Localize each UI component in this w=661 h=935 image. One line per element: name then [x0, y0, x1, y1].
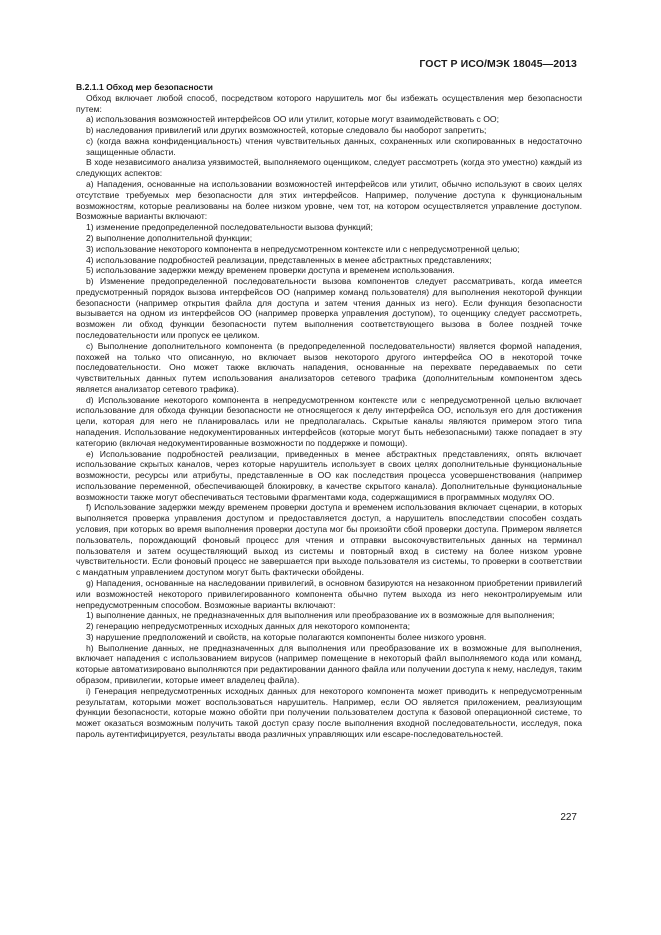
list-item: 4) использование подробностей реализации, представленных в менее абстрактных представлениях;: [86, 254, 492, 265]
list-item: b) наследования привилегий или других возможностей, которые следовало бы наоборот запретить;: [86, 125, 487, 136]
document-body: [76, 82, 582, 740]
paragraph: i) Генерация непредусмотренных исходных данных для некоторого компонента может приводить к непредусмотренным результатам, которыми может воспользоваться нарушитель. Например, если ОО является приложением, реализующим функции безопасности, которые можно обойти при получении пользователем доступа к базовой операционной системе, то может оказаться возможным получить такой доступ сразу после выполнения входной последовательности, исследуя, пока пароль аутентифицируется, результаты ввода различных управляющих или escape-последовательностей.: [76, 685, 582, 739]
list-item: 3) использование некоторого компонента в непредусмотренном контексте или с непредусмотренной целью;: [86, 243, 520, 254]
paragraph: g) Нападения, основанные на наследовании привилегий, в основном базируются на незаконном приобретении привилегий или возможностей некоторого привилегированного компонента обычно путем выхода из него неконтролируемым или непредусмотренным способом. Возможные варианты включают:: [76, 577, 582, 610]
list-item: 2) генерацию непредусмотренных исходных данных для некоторого компонента;: [86, 621, 411, 632]
page-number: 227: [560, 812, 577, 823]
paragraph: с) Выполнение дополнительного компонента (в предопределенной последовательности) является формой нападения, похожей на только что описанную, но включает вызов некоторого другого интерфейса ОО в некоторой точке последовательности. Оно может также включать нападения, основанные на перехвате передаваемых по сети чувствительных данных путем использования анализаторов сетевого трафика (дополнительным компонентом здесь является анализатор сетевого трафика).: [76, 340, 582, 394]
paragraph: a) Нападения, основанные на использовании возможностей интерфейсов или утилит, обычно используют в своих целях отсутствие требуемых мер безопасности для этих интерфейсов. Например, получение доступа к функциональным возможностям, которые реализованы на более низком уровне, чем тот, на котором осуществляется управление доступом. Возможные варианты включают:: [76, 179, 582, 222]
list-item: с) (когда важна конфиденциальность) чтения чувствительных данных, сохраненных или скопированных в недостаточно защищенные области.: [86, 135, 582, 157]
paragraph: h) Выполнение данных, не предназначенных для выполнения или преобразование их в возможные для выполнения, включает нападения с использованием вирусов (например помещение в некоторый файл выполняемого кода или команд, которые автоматизировано выполняются при редактировании данного файла или получении доступа к нему, наследуя, таким образом, привилегии, которые имеет владелец файла).: [76, 642, 582, 685]
list-item: 3) нарушение предположений и свойств, на которые полагаются компоненты более низкого уровня.: [86, 631, 487, 642]
paragraph: В ходе независимого анализа уязвимостей, выполняемого оценщиком, следует рассмотреть (когда это уместно) каждый из следующих аспектов:: [76, 157, 582, 179]
section-heading: B.2.1.1 Обход мер безопасности: [76, 82, 213, 92]
paragraph: d) Использование некоторого компонента в непредусмотренном контексте или с непредусмотренной целью включает использование для обхода функции безопасности не относящегося к делу интерфейса ОО, используя его для достижения цели, которая для него не планировалась или не предполагалась. Скрытые каналы являются примером этого типа нападения. Использование недокументированных интерфейсов (которые могут быть небезопасными) также попадает в эту категорию (включая недокументированные возможности по поддержке и помощи).: [76, 394, 582, 448]
list-item: 2) выполнение дополнительной функции;: [86, 232, 253, 243]
paragraph: b) Изменение предопределенной последовательности вызова компонентов следует рассматривать, когда имеется предусмотренный порядок вызова интерфейсов ОО (например команд пользователя) для выполнения некоторой функции безопасности (например открытия файла для доступа и затем чтения данных из него). Если функция безопасности вызывается на одном из интерфейсов ОО (например проверка управления доступом), то оценщику следует рассмотреть, возможен ли обход функции безопасности путем выполнения соответствующего вызова в более поздней точке последовательности или пропуск ее целиком.: [76, 276, 582, 340]
document-header: ГОСТ Р ИСО/МЭК 18045—2013: [419, 58, 577, 70]
paragraph: е) Использование подробностей реализации, приведенных в менее абстрактных представлениях, опять включает использование скрытых каналов, через которые нарушитель использует в своих целях дополнительные функциональные возможности, ресурсы или атрибуты, представленные в ОО как последствия процесса усовершенствования (например использование переменной, обеспечивающей блокировку, в качестве скрытого канала). Дополнительные функциональные возможности также могут обеспечиваться тестовыми фрагментами кода, содержащимися в программных модулях ОО.: [76, 448, 582, 502]
paragraph: Обход включает любой способ, посредством которого нарушитель мог бы избежать осуществления мер безопасности путем:: [76, 92, 582, 114]
list-item: 5) использование задержки между временем проверки доступа и временем использования.: [86, 265, 455, 276]
paragraph: f) Использование задержки между временем проверки доступа и временем использования включает сценарии, в которых выполняется проверка управления доступом и предоставляется доступ, а нарушитель впоследствии способен создать условия, при которых во время выполнения проверки доступа мог бы произойти сбой проверки доступа. Примером является пользователь, порождающий фоновый процесс для чтения и отправки высокочувствительных данных на терминал пользователя и затем осуществляющий выход из системы и повторный вход в систему на более низком уровне чувствительности. Если фоновый процесс не завершается при выходе пользователя из системы, то проверки в соответствии с мандатным управлением доступом могут быть фактически обойдены.: [76, 502, 582, 578]
list-item: 1) изменение предопределенной последовательности вызова функций;: [86, 222, 373, 233]
list-item: а) использования возможностей интерфейсов ОО или утилит, которые могут взаимодействовать с ОО;: [86, 114, 499, 125]
list-item: 1) выполнение данных, не предназначенных для выполнения или преобразование их в возможные для выполнения;: [86, 610, 555, 621]
